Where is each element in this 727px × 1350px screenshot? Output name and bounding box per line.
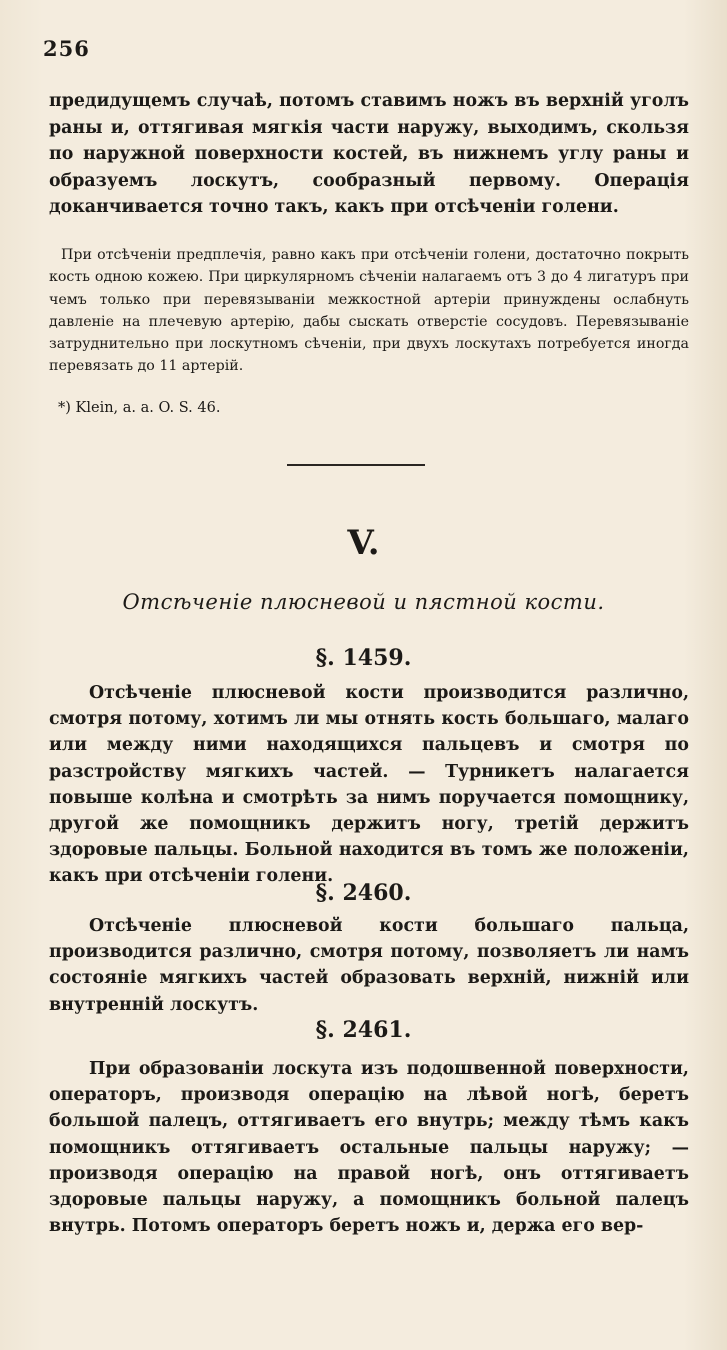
divider-rule: [287, 464, 425, 466]
section-text-2460: Отсѣченіе плюсневой кости большаго пальца, производится различно, смотря потому, позволяетъ ли намъ состояніе мягкихъ частей образовать верхній, нижній или внутренній лоскутъ.: [49, 916, 689, 1015]
section-paragraph-2461: [49, 1056, 689, 1239]
section-heading-1459: §. 1459.: [315, 645, 412, 671]
chapter-title: Отсѣченіе плюсневой и пястной кости.: [122, 590, 605, 614]
section-paragraph-2460: [49, 913, 689, 1018]
section-paragraph-1459: [49, 680, 689, 890]
chapter-numeral: V.: [347, 523, 380, 563]
small-print-note: [49, 244, 689, 378]
small-print-note-text: При отсѣченіи предплечія, равно какъ при отсѣченіи голени, достаточно покрыть кость одною кожею. При циркулярномъ сѣченіи налагаемъ отъ 3 до 4 лигатуръ при чемъ только при перевязываніи межкостной артеріи принуждены ослабнуть давленіе на плечевую артерію, дабы сыскать отверстіе сосудовъ. Перевязываніе затруднительно при лоскутномъ сѣченіи, при двухъ лоскутахъ потребуется иногда перевязать до 11 артерій.: [49, 247, 689, 375]
section-heading-2461: §. 2461.: [315, 1017, 412, 1043]
page-number: 256: [43, 36, 90, 61]
footnote: *) Klein, a. a. O. S. 46.: [58, 400, 221, 416]
lead-paragraph-text: предидущемъ случаѣ, потомъ ставимъ ножъ въ верхній уголъ раны и, оттягивая мягкія части наружу, выходимъ, скользя по наружной поверхности костей, въ нижнемъ углу раны и образуемъ лоскутъ, сообразный первому. Операція доканчивается точно такъ, какъ при отсѣченіи голени.: [49, 91, 689, 217]
section-heading-2460: §. 2460.: [315, 880, 412, 906]
section-text-2461: При образованіи лоскута изъ подошвенной поверхности, операторъ, производя операцію на лѣвой ногѣ, беретъ большой палецъ, оттягиваетъ его внутрь; между тѣмъ какъ помощникъ оттягиваетъ остальные пальцы наружу; — производя операцію на правой ногѣ, онъ оттягиваетъ здоровые пальцы наружу, а помощникъ больной палецъ внутрь. Потомъ операторъ беретъ ножъ и, держа его вер-: [49, 1059, 689, 1237]
section-text-1459: Отсѣченіе плюсневой кости производится различно, смотря потому, хотимъ ли мы отнять кость большаго, малаго или между ними находящихся пальцевъ и смотря по разстройству мягкихъ частей. — Турникетъ налагается повыше колѣна и смотрѣть за нимъ поручается помощнику, другой же помощникъ держитъ ногу, третій держитъ здоровые пальцы. Больной находится въ томъ же положеніи, какъ при отсѣченіи голени.: [49, 683, 689, 887]
lead-paragraph: [49, 88, 689, 221]
